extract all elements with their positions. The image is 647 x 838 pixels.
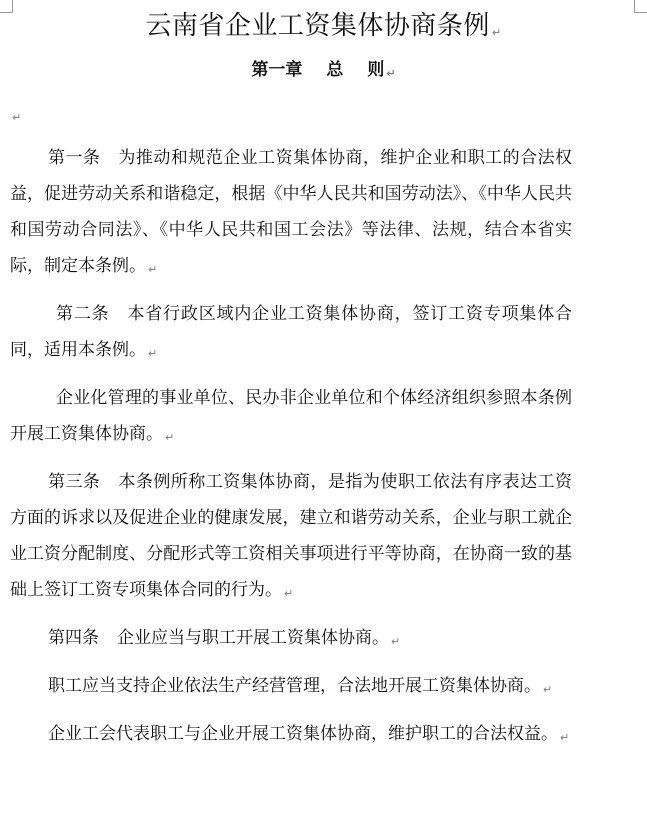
paragraph-mark: ↵ (148, 263, 158, 276)
paragraph-mark: ↵ (165, 431, 175, 444)
chapter-name-part1: 总 (326, 60, 344, 80)
article-text: 本省行政区域内企业工资集体协商，签订工资专项集体合同，适用本条例。 (10, 304, 573, 360)
paragraph-text: 企业工会代表职工与企业开展工资集体协商，维护职工的合法权益。 (48, 724, 558, 744)
document-body (10, 140, 572, 764)
paragraph-mark: ↵ (543, 683, 553, 696)
chapter-name-part2: 则 (367, 60, 385, 80)
article-paragraph (10, 140, 572, 288)
paragraph-mark: ↵ (560, 731, 570, 744)
paragraph-mark: ↵ (386, 67, 396, 80)
paragraph-mark: ↵ (491, 26, 502, 39)
document-title-text: 云南省企业工资集体协商条例 (145, 11, 490, 41)
paragraph-text: 职工应当支持企业依法生产经营管理，合法地开展工资集体协商。 (48, 676, 541, 696)
body-paragraph (10, 716, 572, 756)
article-paragraph (10, 296, 572, 372)
article-text: 企业应当与职工开展工资集体协商。 (117, 628, 389, 648)
article-number: 第四条 (48, 628, 99, 648)
article-text: 本条例所称工资集体协商，是指为使职工依法有序表达工资方面的诉求以及促进企业的健康发展，建立和谐劳动关系，企业与职工就企业工资分配制度、分配形式等工资相关事项进行平等协商，在协商一致的基础上签订工资专项集体合同的行为。 (10, 472, 573, 600)
chapter-heading (0, 57, 647, 87)
paragraph-mark: ↵ (391, 635, 401, 648)
body-paragraph (10, 668, 572, 708)
paragraph-mark: ↵ (284, 587, 294, 600)
chapter-number: 第一章 (251, 60, 303, 80)
article-text: 为推动和规范企业工资集体协商，维护企业和职工的合法权益，促进劳动关系和谐稳定，根据《中华人民共和国劳动法》、《中华人民共和国劳动合同法》、《中华人民共和国工会法》等法律、法规，结合本省实际，制定本条例。 (10, 148, 573, 276)
document-title (0, 8, 647, 51)
paragraph-mark: ↵ (148, 347, 158, 360)
empty-paragraph (10, 104, 21, 124)
article-number: 第三条 (48, 472, 101, 492)
article-number: 第二条 (56, 304, 110, 324)
article-number: 第一条 (48, 148, 101, 168)
article-paragraph (10, 620, 572, 660)
article-paragraph (10, 464, 572, 612)
body-paragraph (10, 380, 572, 456)
paragraph-text: 企业化管理的事业单位、民办非企业单位和个体经济组织参照本条例开展工资集体协商。 (10, 388, 572, 444)
paragraph-mark: ↵ (12, 111, 22, 124)
